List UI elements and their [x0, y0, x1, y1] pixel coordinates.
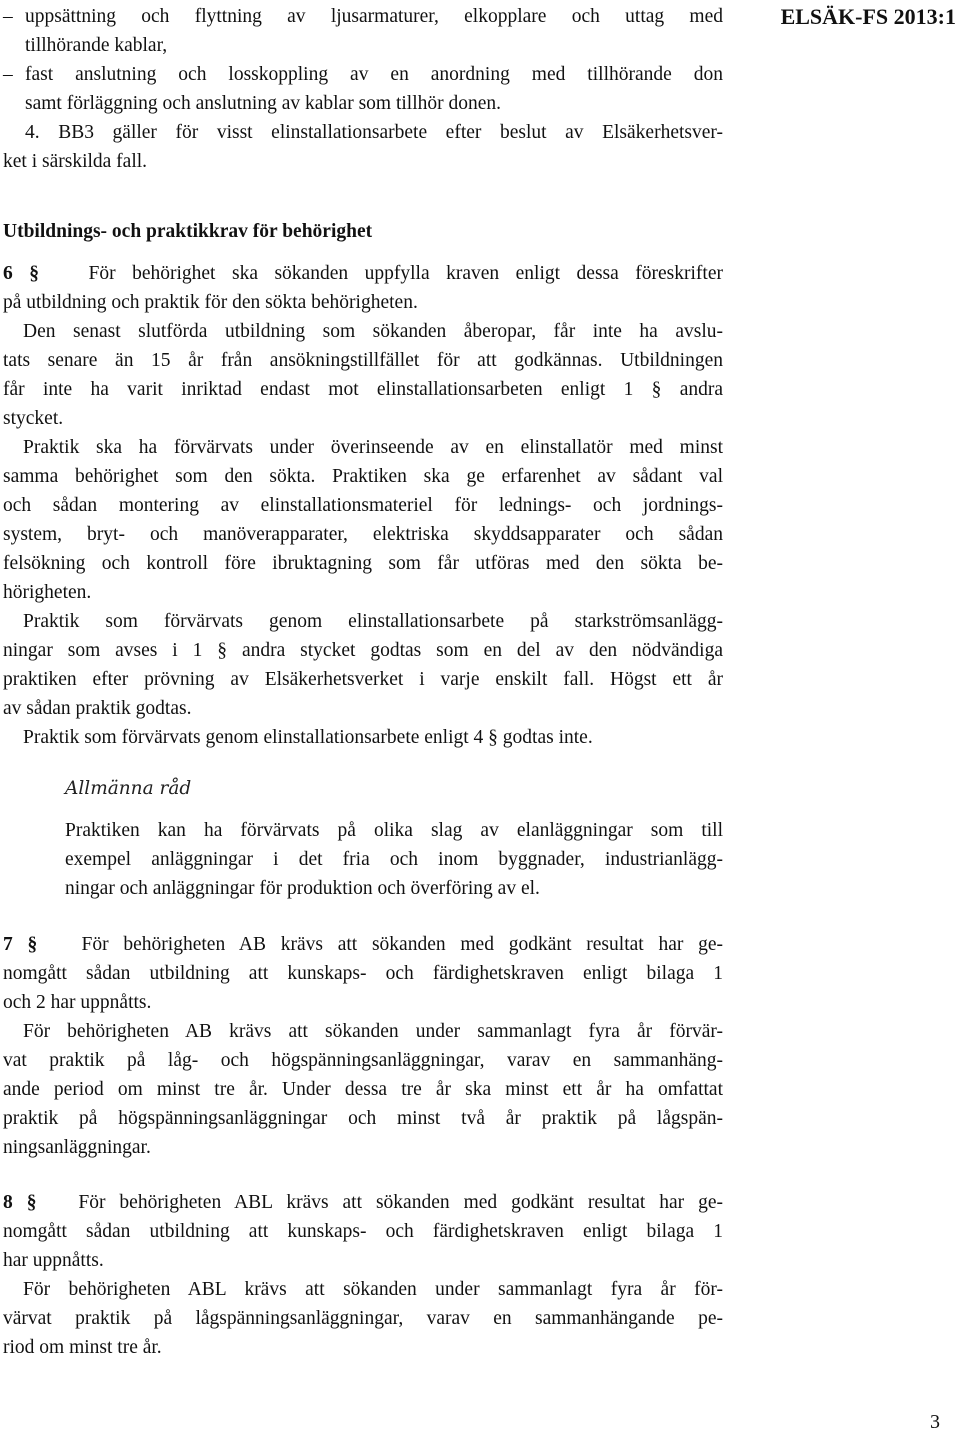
numbered-item-continuation: ket i särskilda fall. — [3, 151, 148, 172]
dash-bullet: – — [3, 64, 13, 85]
paragraph-line: praktiken efter prövning av Elsäkerhetsverket i varje enskilt fall. Högst ett år — [3, 669, 723, 690]
list-item-continuation: samt förläggning och anslutning av kablar som tillhör donen. — [25, 93, 502, 114]
advice-line: Praktiken kan ha förvärvats på olika slag av elanläggningar som till — [65, 820, 723, 841]
paragraph-line: samma behörighet som den sökta. Praktiken ska ge erfarenhet av sådant val — [3, 466, 723, 487]
paragraph-line: 7 § För behörigheten AB krävs att sökanden med godkänt resultat har ge- — [3, 934, 723, 955]
paragraph-line: system, bryt- och manöverapparater, elektriska skyddsapparater och sådan — [3, 524, 723, 545]
page-number: 3 — [930, 1411, 940, 1433]
section-number: 7 § — [3, 934, 38, 955]
paragraph-line: nomgått sådan utbildning att kunskaps- och färdighetskraven enligt bilaga 1 — [3, 963, 723, 984]
paragraph-line: vat praktik på låg- och högspänningsanläggningar, varav en sammanhäng- — [3, 1050, 723, 1071]
paragraph-line: och 2 har uppnåtts. — [3, 992, 152, 1013]
paragraph-line: Praktik ska ha förvärvats under överinseende av en elinstallatör med minst — [23, 437, 723, 458]
list-item: – fast anslutning och losskoppling av en anordning med tillhörande don — [3, 60, 723, 89]
paragraph-line: Praktik som förvärvats genom elinstallationsarbete enligt 4 § godtas inte. — [23, 727, 593, 748]
paragraph-line: nomgått sådan utbildning att kunskaps- och färdighetskraven enligt bilaga 1 — [3, 1221, 723, 1242]
section-number: 6 § — [3, 263, 39, 284]
paragraph-line: får inte ha varit inriktad endast mot elinstallationsarbeten enligt 1 § andra — [3, 379, 723, 400]
list-item: – uppsättning och flyttning av ljusarmaturer, elkopplare och uttag med — [3, 2, 723, 31]
paragraph-line: stycket. — [3, 408, 64, 429]
advice-line: ningar och anläggningar för produktion och överföring av el. — [65, 878, 540, 899]
paragraph-line: Den senast slutförda utbildning som sökanden åberopar, får inte ha avslu- — [23, 321, 723, 342]
dash-bullet: – — [3, 6, 13, 27]
paragraph-line: praktik på högspänningsanläggningar och minst två år praktik på lågspän- — [3, 1108, 723, 1129]
paragraph-line: ningar som avses i 1 § andra stycket godtas som en del av den nödvändiga — [3, 640, 723, 661]
paragraph-line: ande period om minst tre år. Under dessa tre år ska minst ett år ha omfattat — [3, 1079, 723, 1100]
section-heading: Utbildnings- och praktikkrav för behörighet — [3, 221, 373, 242]
numbered-item: 4. BB3 gäller för visst elinstallationsarbete efter beslut av Elsäkerhetsver- — [25, 122, 723, 143]
paragraph-line: Praktik som förvärvats genom elinstallationsarbete på starkströmsanlägg- — [23, 611, 723, 632]
paragraph-line: tats senare än 15 år från ansökningstillfället för att godkännas. Utbildningen — [3, 350, 723, 371]
paragraph-line: av sådan praktik godtas. — [3, 698, 192, 719]
paragraph-line: ningsanläggningar. — [3, 1137, 151, 1158]
paragraph-line: hörigheten. — [3, 582, 92, 603]
general-advice-heading: Allmänna råd — [65, 778, 192, 799]
advice-line: exempel anläggningar i det fria och inom byggnader, industrianlägg- — [65, 849, 723, 870]
section-number: 8 § — [3, 1192, 37, 1213]
list-item-continuation: tillhörande kablar, — [25, 35, 168, 56]
paragraph-line: riod om minst tre år. — [3, 1337, 162, 1358]
paragraph-line: på utbildning och praktik för den sökta behörigheten. — [3, 292, 418, 313]
paragraph-line: 6 § För behörighet ska sökanden uppfylla kraven enligt dessa föreskrifter — [3, 263, 723, 284]
paragraph-line: värvat praktik på lågspänningsanläggningar, varav en sammanhängande pe- — [3, 1308, 723, 1329]
paragraph-line: 8 § För behörigheten ABL krävs att sökanden med godkänt resultat har ge- — [3, 1192, 724, 1213]
paragraph-line: För behörigheten ABL krävs att sökanden under sammanlagt fyra år för- — [23, 1279, 723, 1300]
regulation-code: ELSÄK-FS 2013:1 — [780, 4, 956, 29]
paragraph-line: För behörigheten AB krävs att sökanden under sammanlagt fyra år förvär- — [23, 1021, 723, 1042]
paragraph-line: har uppnåtts. — [3, 1250, 104, 1271]
paragraph-line: felsökning och kontroll före ibruktagning som får utföras med den sökta be- — [3, 553, 723, 574]
paragraph-line: och sådan montering av elinstallationsmateriel för lednings- och jordnings- — [3, 495, 723, 516]
